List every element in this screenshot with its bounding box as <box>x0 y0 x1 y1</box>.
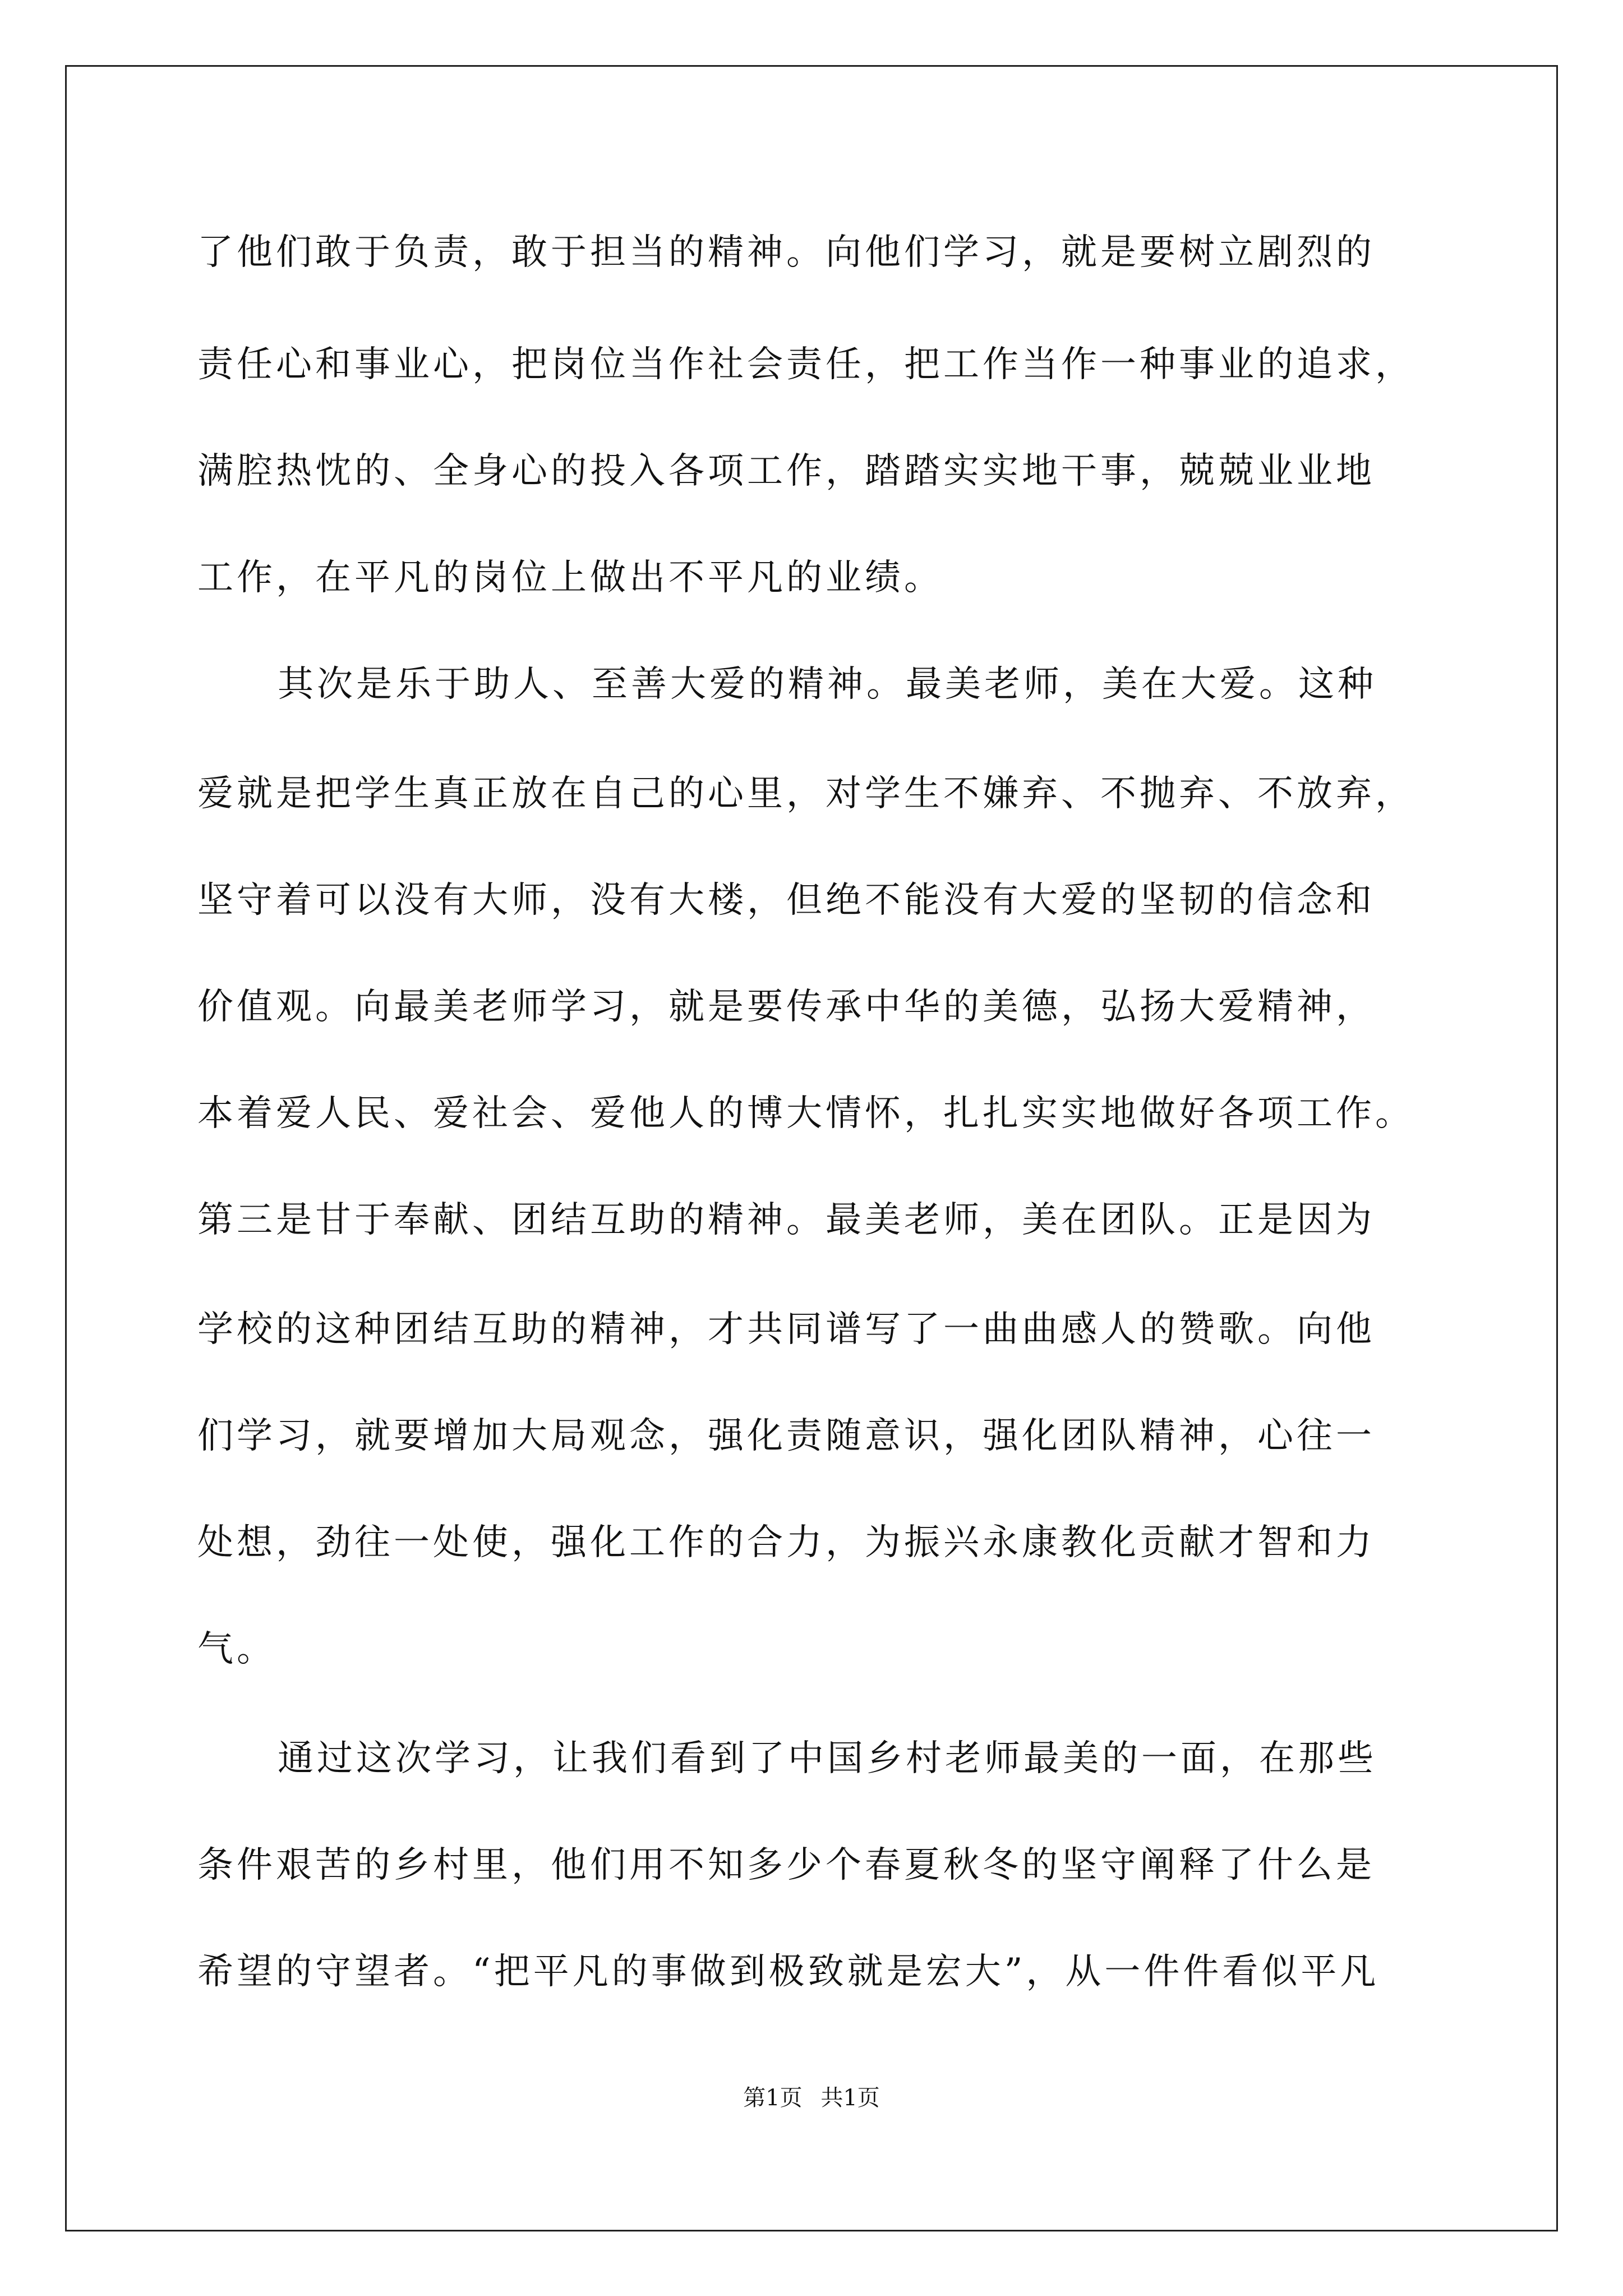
body-line: 气。 <box>197 1628 276 1670</box>
body-line: 第三是甘于奉献、团结互助的精神。最美老师，美在团队。正是因为 <box>197 1199 1375 1241</box>
paragraph-start-line: 其次是乐于助人、至善大爱的精神。最美老师，美在大爱。这种 <box>278 664 1377 705</box>
body-line: 本着爱人民、爱社会、爱他人的博大情怀，扎扎实实地做好各项工作。 <box>197 1093 1414 1134</box>
body-line: 了他们敢于负责，敢于担当的精神。向他们学习，就是要树立剧烈的 <box>197 232 1375 273</box>
page-total: 共1页 <box>820 2085 880 2111</box>
page-number: 第1页 <box>743 2085 803 2111</box>
body-line: 学校的这种团结互助的精神，才共同谱写了一曲曲感人的赞歌。向他 <box>197 1309 1375 1350</box>
body-line: 们学习，就要增加大局观念，强化责随意识，强化团队精神，心往一 <box>197 1415 1375 1457</box>
body-line: 工作，在平凡的岗位上做出不平凡的业绩。 <box>197 557 943 599</box>
page-footer <box>0 2082 1623 2114</box>
body-line: 希望的守望者。“把平凡的事做到极致就是宏大”，从一件件看似平凡 <box>197 1951 1380 1993</box>
body-line: 责任心和事业心，把岗位当作社会责任，把工作当作一种事业的追求， <box>197 344 1414 385</box>
body-line: 坚守着可以没有大师，没有大楼，但绝不能没有大爱的坚韧的信念和 <box>197 880 1375 921</box>
body-line: 价值观。向最美老师学习，就是要传承中华的美德，弘扬大爱精神， <box>197 986 1375 1028</box>
body-line: 爱就是把学生真正放在自己的心里，对学生不嫌弃、不抛弃、不放弃， <box>197 773 1414 815</box>
page-border <box>65 65 1558 2231</box>
body-line: 处想，劲往一处使，强化工作的合力，为振兴永康教化贡献才智和力 <box>197 1522 1375 1563</box>
body-line: 条件艰苦的乡村里，他们用不知多少个春夏秋冬的坚守阐释了什么是 <box>197 1844 1375 1886</box>
paragraph-start-line: 通过这次学习，让我们看到了中国乡村老师最美的一面，在那些 <box>278 1738 1377 1779</box>
body-line: 满腔热忱的、全身心的投入各项工作，踏踏实实地干事，兢兢业业地 <box>197 450 1375 492</box>
